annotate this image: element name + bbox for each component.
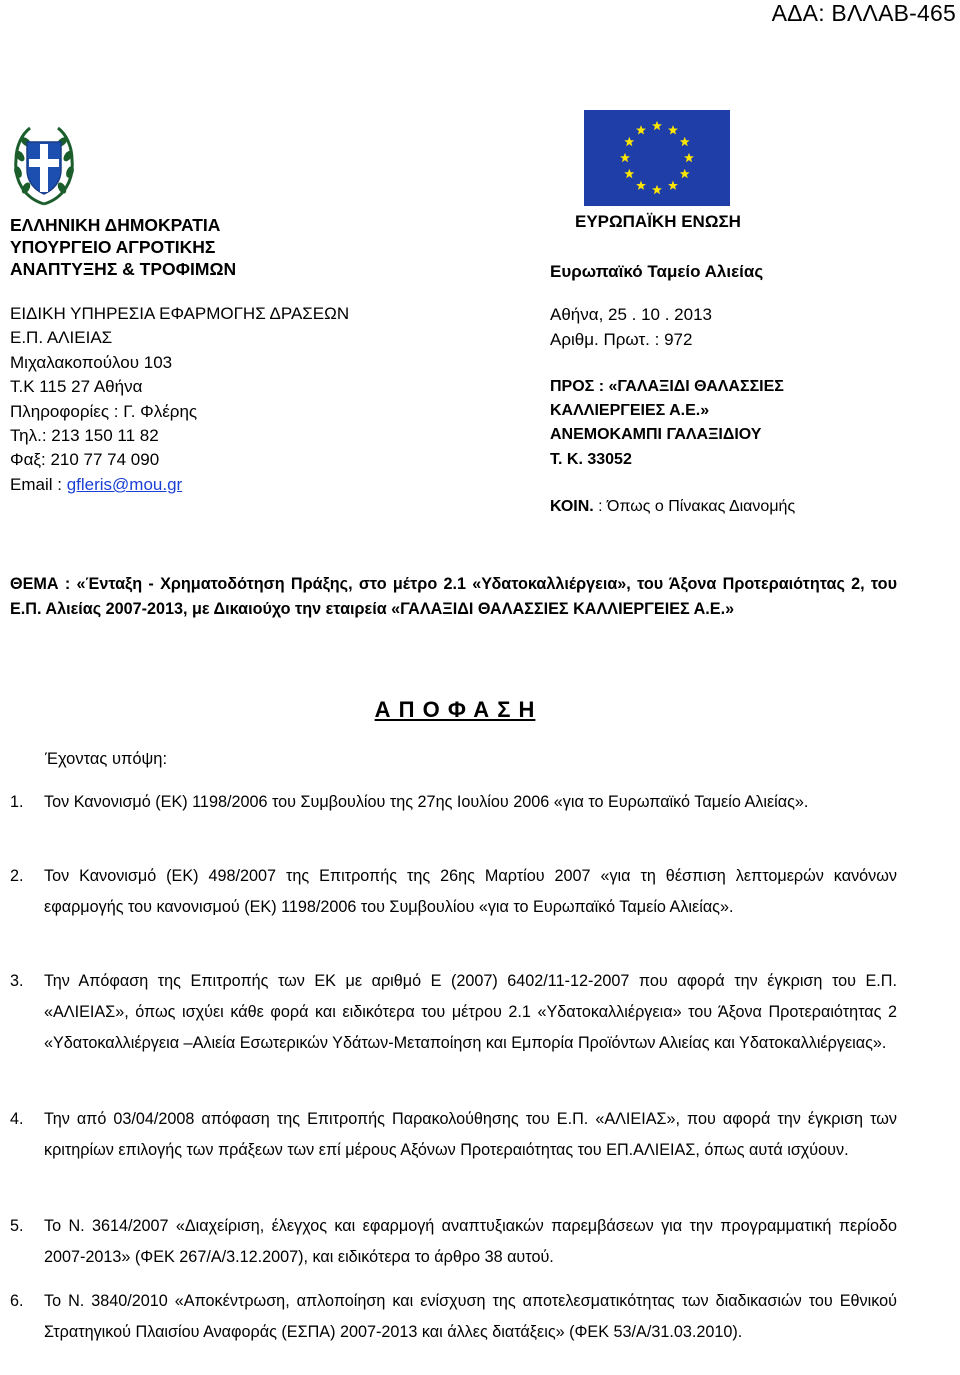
address-line: Πληροφορίες : Γ. Φλέρης — [10, 401, 198, 421]
address-line: Μιχαλακοπούλου 103 — [10, 352, 173, 372]
cc-text: : Όπως ο Πίνακας Διανομής — [593, 498, 796, 515]
ministry-line: ΥΠΟΥΡΓΕΙΟ ΑΓΡΟΤΙΚΗΣ — [10, 237, 216, 257]
address-line: ΕΙΔΙΚΗ ΥΠΗΡΕΣΙΑ ΕΦΑΡΜΟΓΗΣ ΔΡΑΣΕΩΝ — [10, 304, 350, 323]
item-text: Τον Κανονισμό (ΕΚ) 1198/2006 του Συμβουλίου της 27ης Ιουλίου 2006 «για το Ευρωπαϊκό Ταμείο Αλιείας». — [44, 793, 809, 811]
item-number: 2. — [10, 867, 24, 885]
list-item — [10, 1211, 897, 1273]
item-text: Το Ν. 3614/2007 «Διαχείριση, έλεγχος και εφαρμογή αναπτυξιακών παρεμβάσεων για την προγραμματική περίοδο 2007-2013» (ΦΕΚ 267/Α/3.12.2007), και ειδικότερα το άρθρο 38 αυτού. — [44, 1217, 897, 1266]
item-number: 3. — [10, 972, 24, 990]
eu-flag-icon — [584, 110, 730, 206]
item-number: 6. — [10, 1292, 24, 1310]
subject: ΘΕΜΑ : «Ένταξη - Χρηματοδότηση Πράξης, στο μέτρο 2.1 «Υδατοκαλλιέργεια», του Άξονα Προτεραιότητας 2, του Ε.Π. Αλιείας 2007-2013, με Δικαιούχο την εταιρεία «ΓΑΛΑΞΙΔΙ ΘΑΛΑΣΣΙΕΣ ΚΑΛΛΙΕΡΓΕΙΕΣ Α.Ε.» — [10, 575, 897, 618]
list-item — [10, 1286, 897, 1348]
list-item — [10, 861, 897, 923]
address-line: Ε.Π. ΑΛΙΕΙΑΣ — [10, 328, 113, 348]
recipient-line: ΑΝΕΜΟΚΑΜΠΙ ΓΑΛΑΞΙΔΙΟΥ — [550, 426, 762, 444]
ministry-header — [10, 214, 236, 280]
list-item — [10, 1104, 897, 1166]
having-considered: Έχοντας υπόψη: — [45, 750, 168, 768]
greek-coat-of-arms-icon — [10, 120, 78, 208]
email-line — [10, 473, 349, 497]
email-label: Email : — [10, 474, 67, 494]
list-item — [10, 966, 897, 1059]
item-number: 1. — [10, 793, 24, 811]
document-date: Αθήνα, 25 . 10 . 2013 — [550, 305, 712, 324]
ministry-line: ΑΝΑΠΤΥΞΗΣ & ΤΡΟΦΙΜΩΝ — [10, 259, 237, 279]
item-text: Την Απόφαση της Επιτροπής των ΕΚ με αριθμό Ε (2007) 6402/11-12-2007 που αφορά την έγκριση του Ε.Π. «ΑΛΙΕΙΑΣ», όπως ισχύει κάθε φορά και ειδικότερα του μέτρου 2.1 «Υδατοκαλλιέργεια» του Άξονα Προτεραιότητας 2 «Υδατοκαλλιέργεια –Αλιεία Εσωτερικών Υδάτων-Μεταποίηση και Εμπορία Προϊόντων Αλιείας και Υδατοκαλλιέργειας». — [44, 972, 897, 1052]
item-text: Την από 03/04/2008 απόφαση της Επιτροπής Παρακολούθησης του Ε.Π. «ΑΛΙΕΙΑΣ», που αφορά την έγκριση των κριτηρίων επιλογής των πράξεων των επί μέρους Αξόνων Προτεραιότητας του ΕΠ.ΑΛΙΕΙΑΣ, όπως αυτά ισχύουν. — [44, 1110, 897, 1159]
item-text: Τον Κανονισμό (ΕΚ) 498/2007 της Επιτροπής της 26ης Μαρτίου 2007 «για τη θέσπιση λεπτομερών κανόνων εφαρμογής του κανονισμού (ΕΚ) 1198/2006 του Συμβουλίου «για το Ευρωπαϊκό Ταμείο Αλιείας». — [44, 867, 897, 916]
recipient-line: ΠΡΟΣ : «ΓΑΛΑΞΙΔΙ ΘΑΛΑΣΣΙΕΣ — [550, 378, 784, 395]
ministry-line: ΕΛΛΗΝΙΚΗ ΔΗΜΟΚΡΑΤΙΑ — [10, 215, 221, 235]
item-text: Το Ν. 3840/2010 «Αποκέντρωση, απλοποίηση και ενίσχυση της αποτελεσματικότητας των διαδικασιών του Εθνικού Στρατηγικού Πλαισίου Αναφοράς (ΕΣΠΑ) 2007-2013 και άλλες διατάξεις» (ΦΕΚ 53/Α/31.03.2010). — [44, 1292, 897, 1341]
recipient-block — [550, 375, 784, 472]
eu-fund: Ευρωπαϊκό Ταμείο Αλιείας — [550, 262, 764, 281]
cc-line — [550, 498, 795, 516]
recipient-line: ΚΑΛΛΙΕΡΓΕΙΕΣ Α.Ε.» — [550, 402, 710, 420]
recipient-line: Τ. Κ. 33052 — [550, 450, 632, 468]
item-number: 4. — [10, 1110, 24, 1128]
sender-address — [10, 302, 349, 497]
eu-title: ΕΥΡΩΠΑΪΚΗ ΕΝΩΣΗ — [575, 212, 741, 231]
decision-title: Α Π Ο Φ Α Σ Η — [374, 697, 536, 722]
document-meta — [550, 302, 712, 352]
item-number: 5. — [10, 1217, 24, 1235]
protocol-number: Αριθμ. Πρωτ. : 972 — [550, 330, 693, 349]
address-line: Τ.Κ 115 27 Αθήνα — [10, 377, 143, 397]
address-line: Φαξ: 210 77 74 090 — [10, 450, 160, 470]
cc-label: ΚΟΙΝ. — [550, 498, 594, 515]
address-line: Τηλ.: 213 150 11 82 — [10, 426, 159, 446]
email-link[interactable]: gfleris@mou.gr — [66, 474, 183, 494]
ada-code: ΑΔΑ: ΒΛΛΑΒ-465 — [771, 0, 956, 26]
list-item — [10, 787, 897, 818]
